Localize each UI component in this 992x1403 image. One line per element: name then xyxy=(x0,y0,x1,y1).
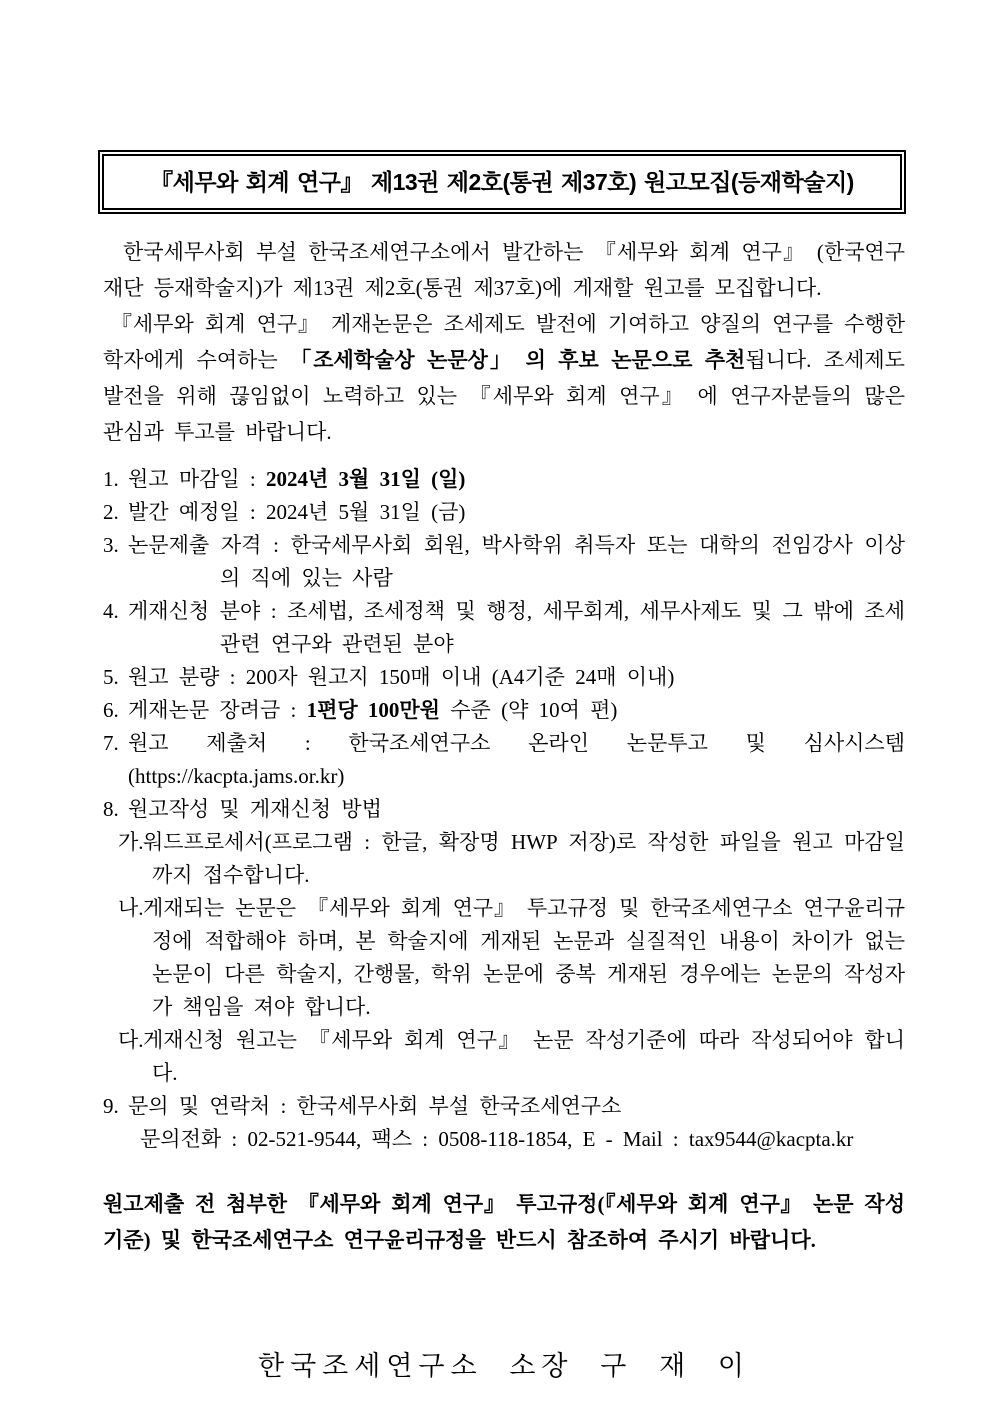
sub-item-marker: 나. xyxy=(118,896,144,920)
sub-item-text: 게재되는 논문은 『세무와 회계 연구』 투고규정 및 한국조세연구소 연구윤리규정에 적합해야 하며, 본 학술지에 게재된 논문과 실질적인 내용이 차이가 없는 논문이 다른 학술지, 간행물, 학위 논문에 중복 게재된 경우에는 논문의 작성자가 책임을 져야 합니다. xyxy=(143,896,905,1019)
sub-item-text: 게재신청 원고는 『세무와 회계 연구』 논문 작성기준에 따라 작성되어야 합니다. xyxy=(143,1028,905,1085)
item-text: 논문제출 자격 : 한국세무사회 회원, 박사학위 취득자 또는 대학의 전임강사 이상의 직에 있는 사람 xyxy=(128,533,905,590)
intro-section xyxy=(103,234,905,450)
item-number: 3. xyxy=(103,533,119,557)
notice-paragraph: 원고제출 전 첨부한 『세무와 회계 연구』 투고규정(『세무와 회계 연구』 논문 작성기준) 및 한국조세연구소 연구윤리규정을 반드시 참조하여 주시기 바랍니다. xyxy=(103,1192,905,1252)
item-text: 원고작성 및 게재신청 방법 xyxy=(128,797,382,821)
sub-item-marker: 가. xyxy=(118,830,144,854)
item-number: 7. xyxy=(103,731,119,755)
document-title: 『세무와 회계 연구』 제13권 제2호(통권 제37호) 원고모집(등재학술지) xyxy=(150,169,854,195)
intro-paragraph-2: 『세무와 회계 연구』 게재논문은 조세제도 발전에 기여하고 양질의 연구를 수행한 학자에게 수여하는 「조세학술상 논문상」 의 후보 논문으로 추천됩니다. 조세제도 발전을 위해 끊임없이 노력하고 있는 『세무와 회계 연구』 에 연구자분들의 많은 관심과 투고를 바랍니다. xyxy=(103,312,905,444)
intro-paragraph-1: 한국세무사회 부설 한국조세연구소에서 발간하는 『세무와 회계 연구』 (한국연구재단 등재학술지)가 제13권 제2호(통권 제37호)에 게재할 원고를 모집합니다. xyxy=(103,240,905,300)
item-number: 4. xyxy=(103,599,119,623)
list-item-9 xyxy=(103,1090,905,1123)
item-text: 발간 예정일 : 2024년 5월 31일 (금) xyxy=(128,500,466,524)
contact-phone-line: 문의전화 : 02-521-9544, 팩스 : 0508-118-1854, E - Mail : tax9544@kacpta.kr xyxy=(140,1127,854,1151)
numbered-list xyxy=(103,463,905,1156)
item-number: 1. xyxy=(103,467,119,491)
item-text: 게재논문 장려금 : 1편당 100만원 수준 (약 10여 편) xyxy=(128,698,618,722)
item-text: 문의 및 연락처 : 한국세무사회 부설 한국조세연구소 xyxy=(128,1094,622,1118)
list-item-8 xyxy=(103,793,905,826)
title-box xyxy=(98,150,906,214)
list-item-5 xyxy=(103,661,905,694)
list-item-3 xyxy=(103,529,905,595)
item-text: 원고 분량 : 200자 원고지 150매 이내 (A4기준 24매 이내) xyxy=(128,665,675,689)
list-item-6 xyxy=(103,694,905,727)
item-number: 5. xyxy=(103,665,119,689)
list-item-2 xyxy=(103,496,905,529)
item-text: 원고 마감일 : 2024년 3월 31일 (일) xyxy=(128,467,466,491)
item-number: 8. xyxy=(103,797,119,821)
sub-item-ga xyxy=(103,826,905,892)
list-item-4 xyxy=(103,595,905,661)
signature-line: 한국조세연구소 소장 구 재 이 xyxy=(258,1351,750,1381)
sub-item-na xyxy=(103,892,905,1024)
list-item-7 xyxy=(103,727,905,793)
item-text: 게재신청 분야 : 조세법, 조세정책 및 행정, 세무회계, 세무사제도 및 그 밖에 조세관련 연구와 관련된 분야 xyxy=(128,599,905,656)
sub-item-text: 워드프로세서(프로그램 : 한글, 확장명 HWP 저장)로 작성한 파일을 원고 마감일까지 접수합니다. xyxy=(143,830,905,887)
list-item-1 xyxy=(103,463,905,496)
sub-item-marker: 다. xyxy=(118,1028,144,1052)
item-number: 9. xyxy=(103,1094,119,1118)
item-number: 2. xyxy=(103,500,119,524)
sub-item-da xyxy=(103,1024,905,1090)
item-number: 6. xyxy=(103,698,119,722)
item-text: 원고 제출처 : 한국조세연구소 온라인 논문투고 및 심사시스템 (https://kacpta.jams.or.kr) xyxy=(128,731,905,788)
